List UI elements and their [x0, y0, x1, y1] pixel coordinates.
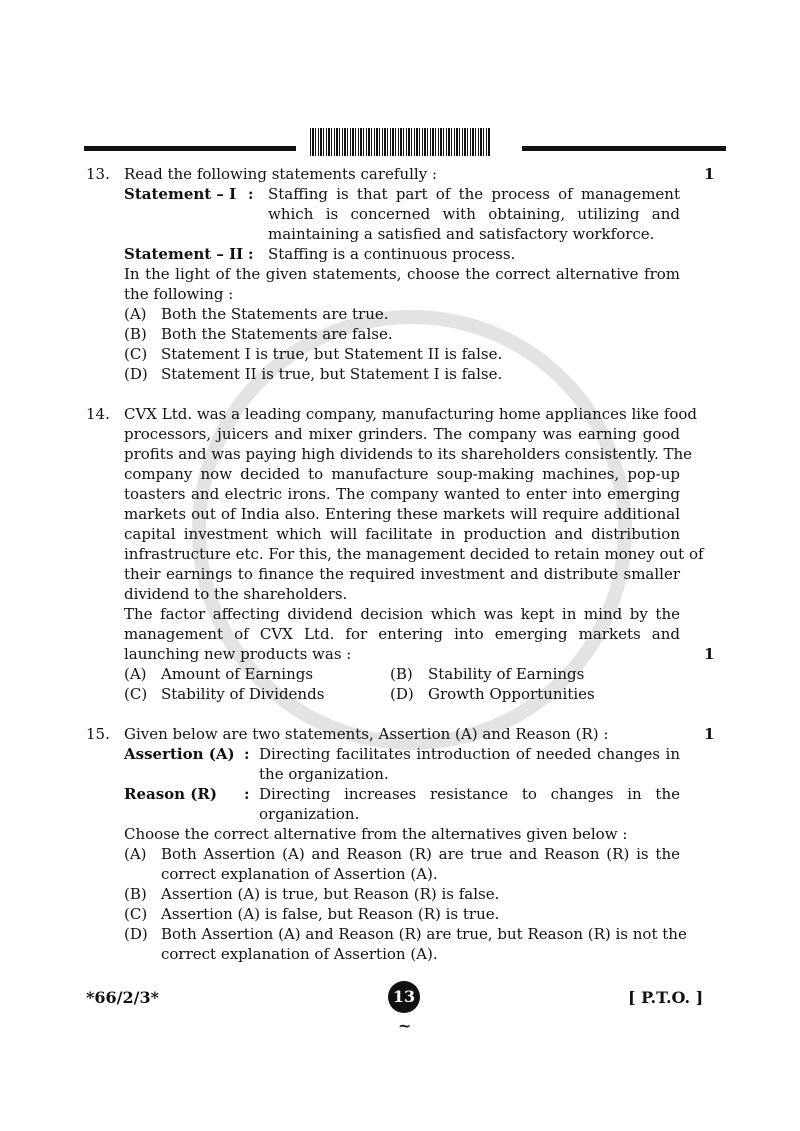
question-14-para-line: CVX Ltd. was a leading company, manufacturing home appliances like food [124, 405, 698, 423]
barcode-icon [310, 128, 490, 156]
question-14-para-line: company now decided to manufacture soup-making machines, pop-up [124, 465, 680, 483]
statement-1-line: maintaining a satisfied and satisfactory workforce. [268, 225, 655, 243]
question-15-number: 15. [86, 725, 110, 743]
option-label: (C) [124, 345, 148, 363]
question-14-para-line: markets out of India also. Entering these markets will require additional [124, 505, 680, 523]
option-text: Both Assertion (A) and Reason (R) are true, but Reason (R) is not the [161, 925, 687, 943]
question-14-question-line: launching new products was : [124, 645, 352, 663]
question-13-prompt-line: In the light of the given statements, choose the correct alternative from [124, 265, 680, 283]
question-14-para-line: profits and was paying high dividends to its shareholders consistently. The [124, 445, 693, 463]
paper-code: *66/2/3* [86, 988, 159, 1007]
option-label: (D) [124, 925, 148, 943]
option-label: (A) [124, 665, 147, 683]
reason-label: Reason (R) [124, 785, 217, 803]
option-label: (B) [124, 885, 147, 903]
question-13-prompt-line: the following : [124, 285, 234, 303]
question-14-para-line: their earnings to finance the required investment and distribute smaller [124, 565, 680, 583]
question-13-intro: Read the following statements carefully : [124, 165, 438, 183]
question-14-para-line: dividend to the shareholders. [124, 585, 348, 603]
option-text: Assertion (A) is true, but Reason (R) is false. [161, 885, 500, 903]
question-15-prompt: Choose the correct alternative from the alternatives given below : [124, 825, 628, 843]
statement-2-label: Statement – II [124, 245, 244, 263]
option-text: Both the Statements are false. [161, 325, 393, 343]
option-text: Both the Statements are true. [161, 305, 389, 323]
option-text: correct explanation of Assertion (A). [161, 945, 438, 963]
assertion-line: the organization. [259, 765, 389, 783]
option-label: (D) [390, 685, 414, 703]
statement-1-line: Staffing is that part of the process of management [268, 185, 680, 203]
statement-2-text: Staffing is a continuous process. [268, 245, 516, 263]
reason-colon: : [244, 785, 250, 803]
question-14-marks: 1 [704, 645, 715, 663]
question-14-para-line: processors, juicers and mixer grinders. The company was earning good [124, 425, 680, 443]
option-label: (B) [390, 665, 413, 683]
option-text: Statement II is true, but Statement I is false. [161, 365, 503, 383]
assertion-colon: : [244, 745, 250, 763]
assertion-label: Assertion (A) [124, 745, 235, 763]
option-text: correct explanation of Assertion (A). [161, 865, 438, 883]
option-label: (C) [124, 685, 148, 703]
statement-1-colon: : [248, 185, 254, 203]
assertion-line: Directing facilitates introduction of needed changes in [259, 745, 680, 763]
option-label: (C) [124, 905, 148, 923]
reason-line: Directing increases resistance to changes in the [259, 785, 680, 803]
option-label: (B) [124, 325, 147, 343]
option-text: Assertion (A) is false, but Reason (R) is true. [161, 905, 500, 923]
question-14-para-line: capital investment which will facilitate in production and distribution [124, 525, 680, 543]
statement-1-line: which is concerned with obtaining, utilizing and [268, 205, 680, 223]
question-14-question-line: The factor affecting dividend decision which was kept in mind by the [124, 605, 680, 623]
question-15-intro: Given below are two statements, Assertion (A) and Reason (R) : [124, 725, 609, 743]
option-text: Stability of Earnings [428, 665, 585, 683]
question-13-marks: 1 [704, 165, 715, 183]
question-14-para-line: toasters and electric irons. The company wanted to enter into emerging [124, 485, 680, 503]
question-14-number: 14. [86, 405, 110, 423]
option-text: Stability of Dividends [161, 685, 325, 703]
question-14-question-line: management of CVX Ltd. for entering into emerging markets and [124, 625, 680, 643]
option-text: Both Assertion (A) and Reason (R) are true and Reason (R) is the [161, 845, 680, 863]
question-14-para-line: infrastructure etc. For this, the management decided to retain money out of [124, 545, 704, 563]
statement-1-label: Statement – I [124, 185, 237, 203]
option-text: Statement I is true, but Statement II is false. [161, 345, 503, 363]
question-13-number: 13. [86, 165, 110, 183]
option-text: Growth Opportunities [428, 685, 595, 703]
statement-2-colon: : [248, 245, 254, 263]
pto-label: [ P.T.O. ] [628, 988, 704, 1007]
option-text: Amount of Earnings [161, 665, 314, 683]
option-label: (A) [124, 305, 147, 323]
option-label: (D) [124, 365, 148, 383]
question-15-marks: 1 [704, 725, 715, 743]
option-label: (A) [124, 845, 147, 863]
header-rule-right [522, 146, 726, 151]
tilde-mark: ~ [398, 1016, 412, 1035]
header-rule-left [84, 146, 296, 151]
reason-line: organization. [259, 805, 360, 823]
page-number-badge: 13 [388, 981, 420, 1013]
